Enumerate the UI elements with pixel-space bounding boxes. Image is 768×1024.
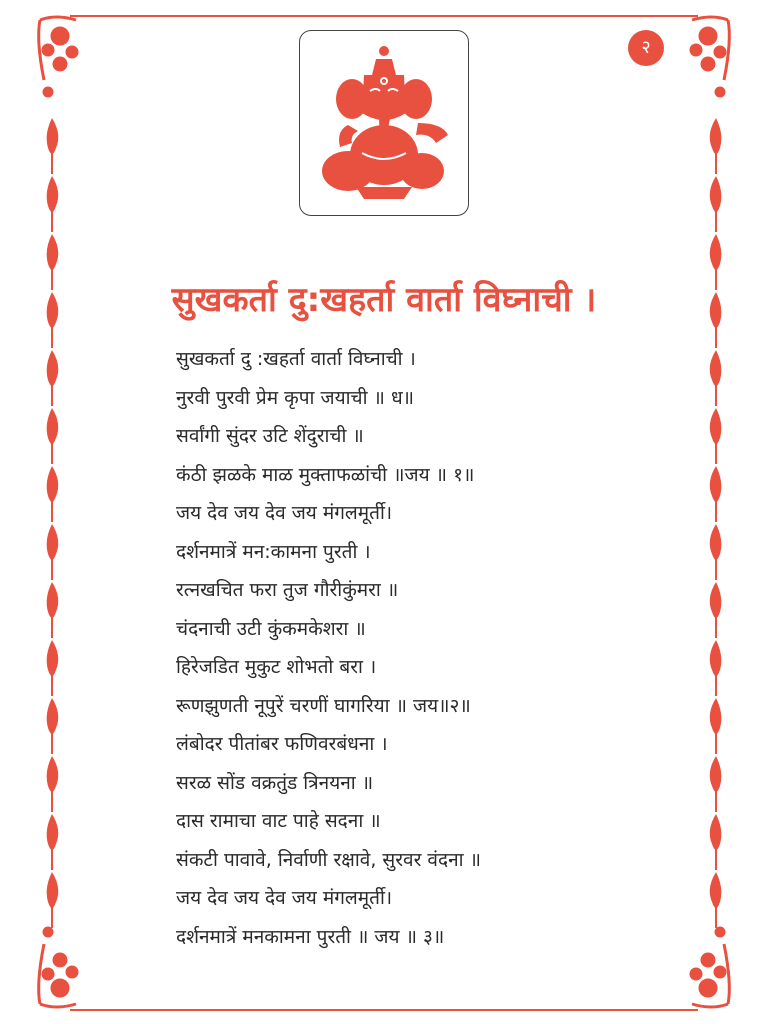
page-title: सुखकर्ता दु:खहर्ता वार्ता विघ्नाची ।: [171, 280, 597, 320]
border-motif-icon: [710, 118, 722, 154]
verse-line: रूणझुणती नूपुरें चरणीं घागरिया ॥ जय॥२॥: [176, 694, 471, 717]
border-motif-icon: [710, 292, 722, 328]
left-border-ornament: [47, 118, 59, 928]
border-motif-icon: [710, 582, 722, 618]
border-motif-icon: [47, 698, 59, 734]
corner-flourish-top-right-icon: [690, 17, 729, 97]
border-motif-icon: [710, 524, 722, 560]
verse-line: सुखकर्ता दु :खहर्ता वार्ता विघ्नाची ।: [176, 348, 416, 370]
verse-line: संकटी पावावे, निर्वाणी रक्षावे, सुरवर वंदना ॥: [176, 848, 481, 871]
page-number-badge: २: [628, 30, 664, 66]
corner-flourish-top-left-icon: [39, 17, 78, 97]
verse-line: दर्शनमात्रें मन:कामना पुरती ।: [176, 540, 371, 563]
emblem-frame: [299, 30, 469, 216]
border-motif-icon: [47, 582, 59, 618]
border-motif-icon: [710, 698, 722, 734]
border-motif-icon: [47, 350, 59, 386]
ganesha-emblem-icon: [300, 31, 470, 217]
border-motif-icon: [710, 640, 722, 676]
border-motif-icon: [47, 234, 59, 270]
border-motif-icon: [47, 872, 59, 908]
verse-line: चंदनाची उटी कुंकमकेशरा ॥: [176, 617, 366, 640]
border-motif-icon: [710, 350, 722, 386]
border-motif-icon: [710, 176, 722, 212]
border-motif-icon: [710, 466, 722, 502]
border-motif-icon: [710, 408, 722, 444]
border-motif-icon: [47, 176, 59, 212]
border-motif-icon: [47, 118, 59, 154]
verse-line: दर्शनमात्रें मनकामना पुरती ॥ जय ॥ ३॥: [176, 925, 445, 948]
border-motif-icon: [47, 408, 59, 444]
border-motif-icon: [47, 466, 59, 502]
border-motif-icon: [47, 292, 59, 328]
verse-line: नुरवी पुरवी प्रेम कृपा जयाची ॥ ध॥: [176, 386, 415, 409]
verse-line: जय देव जय देव जय मंगलमूर्ती।: [176, 887, 393, 909]
verse-line: कंठी झळके माळ मुक्ताफळांची ॥जय ॥ १॥: [176, 463, 475, 486]
border-motif-icon: [710, 872, 722, 908]
border-motif-icon: [710, 234, 722, 270]
right-border-ornament: [710, 118, 722, 928]
verse-line: लंबोदर पीतांबर फणिवरबंधना ।: [176, 733, 388, 755]
verse-line: दास रामाचा वाट पाहे सदना ॥: [176, 810, 381, 832]
verse-line: हिरेजडित मुकुट शोभतो बरा ।: [176, 656, 377, 678]
border-motif-icon: [47, 524, 59, 560]
border-motif-icon: [47, 814, 59, 850]
border-motif-icon: [710, 756, 722, 792]
verse-line: सरळ सोंड वक्रतुंड त्रिनयना ॥: [176, 771, 374, 794]
border-motif-icon: [47, 756, 59, 792]
verse-list: [176, 340, 696, 956]
border-motif-icon: [710, 814, 722, 850]
verse-line: रत्नखचित फरा तुज गौरीकुंमरा ॥: [176, 579, 399, 601]
verse-line: जय देव जय देव जय मंगलमूर्ती।: [176, 502, 393, 524]
corner-flourish-bottom-left-icon: [39, 927, 78, 1007]
verse-line: सर्वांगी सुंदर उटि शेंदुराची ॥: [176, 425, 364, 447]
border-motif-icon: [47, 640, 59, 676]
